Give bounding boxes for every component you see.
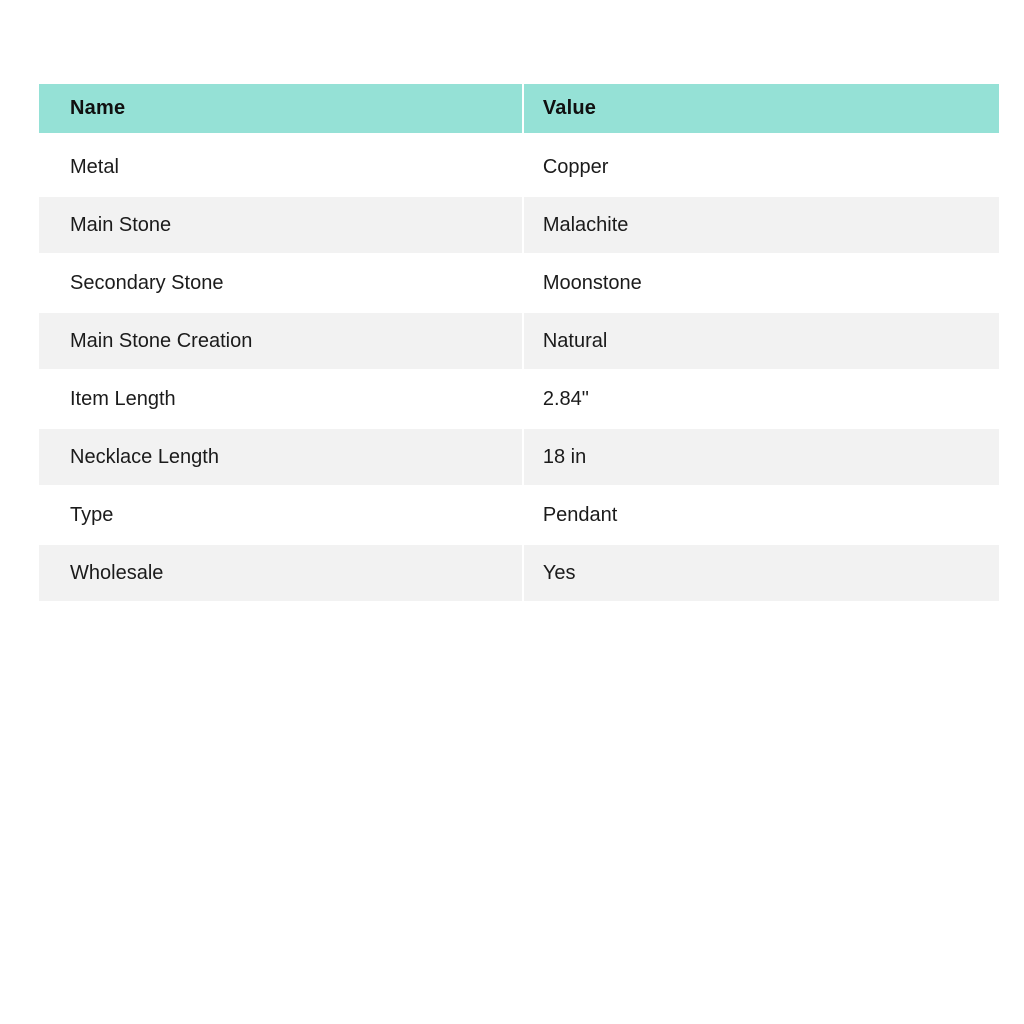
spec-value-cell: Copper (524, 139, 999, 195)
table-row (39, 371, 999, 427)
spec-name-cell: Main Stone (39, 197, 522, 253)
spec-name-cell: Main Stone Creation (39, 313, 522, 369)
table-row (39, 313, 999, 369)
table-header-row (39, 84, 999, 137)
spec-name-cell: Wholesale (39, 545, 522, 601)
spec-value-cell: Malachite (524, 197, 999, 253)
spec-name-cell: Metal (39, 139, 522, 195)
table-row (39, 197, 999, 253)
spec-value-cell: 18 in (524, 429, 999, 485)
spec-value-cell: 2.84" (524, 371, 999, 427)
table-row (39, 255, 999, 311)
spec-name-cell: Item Length (39, 371, 522, 427)
table-row (39, 139, 999, 195)
table-row (39, 545, 999, 601)
table-header (39, 84, 999, 137)
column-header-value: Value (524, 84, 999, 137)
spec-name-cell: Necklace Length (39, 429, 522, 485)
column-header-name: Name (39, 84, 522, 137)
table-body (39, 139, 999, 601)
spec-value-cell: Pendant (524, 487, 999, 543)
product-spec-table (37, 82, 1001, 603)
table-row (39, 429, 999, 485)
spec-name-cell: Type (39, 487, 522, 543)
spec-value-cell: Natural (524, 313, 999, 369)
table-row (39, 487, 999, 543)
spec-name-cell: Secondary Stone (39, 255, 522, 311)
spec-value-cell: Moonstone (524, 255, 999, 311)
spec-value-cell: Yes (524, 545, 999, 601)
